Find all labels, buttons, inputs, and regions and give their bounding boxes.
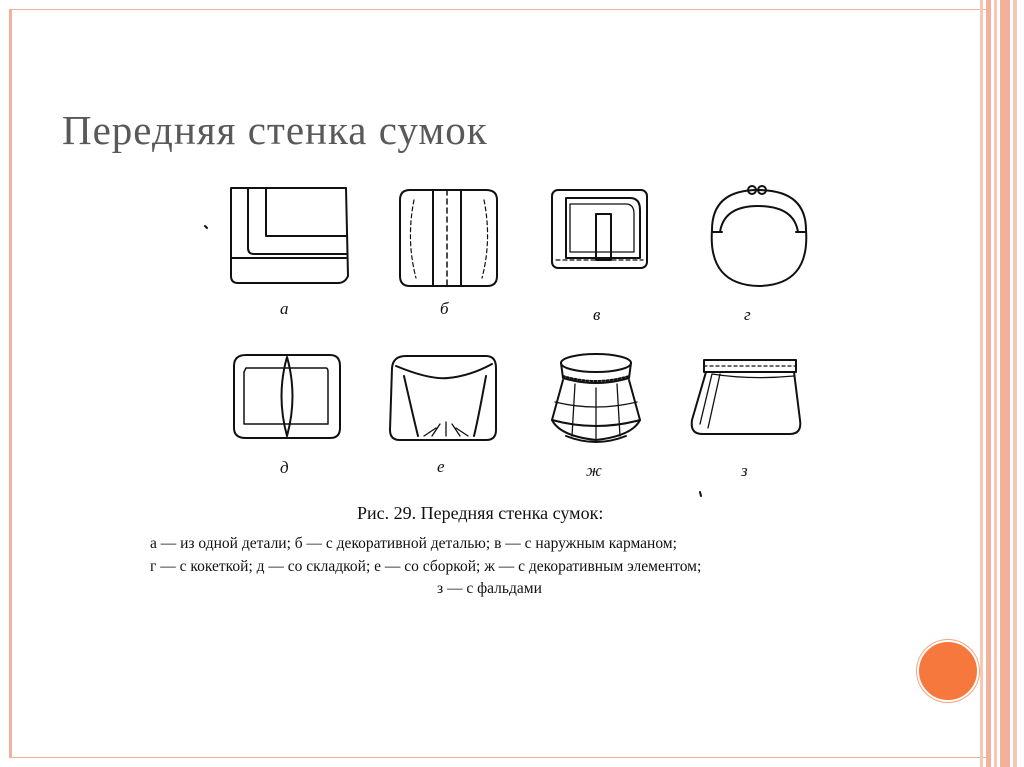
slide-border-bottom [9, 757, 988, 758]
figure-label-a: а [280, 299, 289, 318]
bag-g-drawing [712, 186, 807, 286]
bag-v-drawing [552, 190, 647, 268]
slide-border-top [9, 9, 988, 10]
bag-b-drawing [400, 190, 497, 286]
bag-zh-drawing [552, 354, 640, 442]
figure-label-z: з [741, 461, 748, 480]
bag-e-drawing [390, 356, 496, 440]
figure-caption-line: г — с кокеткой; д — со складкой; е — со сборкой; ж — с декоративным элементом; [150, 558, 702, 575]
bag-d-drawing [234, 355, 340, 438]
figure-label-d: д [280, 458, 289, 477]
figure-label-v: в [593, 305, 601, 324]
decorative-stripes [980, 0, 1024, 767]
figure-caption-line: а — из одной детали; б — с декоративной деталью; в — с наружным карманом; [150, 535, 677, 552]
decorative-orange-circle [917, 640, 979, 702]
bag-a-drawing [205, 188, 348, 283]
slide-title: Передняя стенка сумок [62, 107, 488, 153]
figure-caption-line: з — с фальдами [437, 580, 542, 597]
figure-label-g: г [744, 305, 751, 324]
figure-label-e: е [437, 457, 445, 476]
figure-label-zh: ж [586, 461, 602, 480]
figure-caption-title: Рис. 29. Передняя стенка сумок: [357, 503, 604, 523]
slide-border-left [9, 9, 12, 758]
figure-label-b: б [440, 299, 449, 318]
